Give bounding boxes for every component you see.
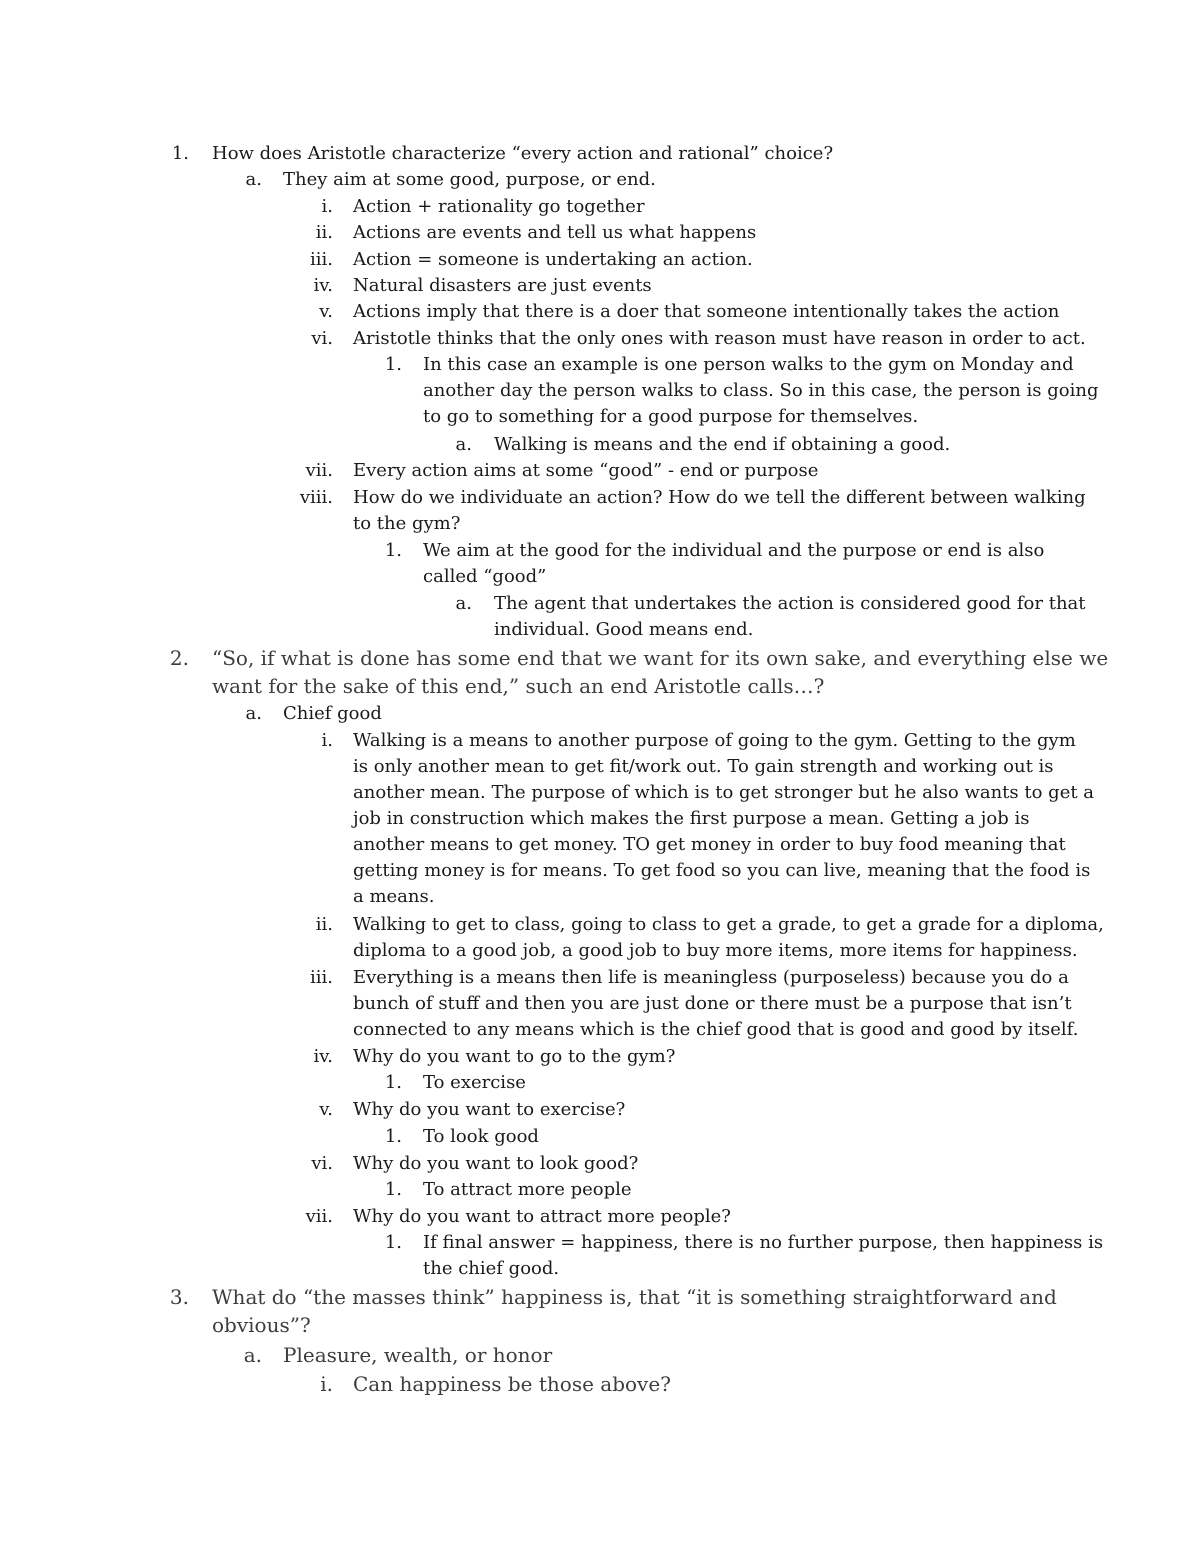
text-line: Action = someone is undertaking an action. xyxy=(353,249,753,270)
text-line: Walking is means and the end if obtaining a good. xyxy=(494,434,951,455)
list-marker: vi. xyxy=(311,1153,333,1174)
list-marker: a. xyxy=(455,593,472,614)
list-marker: viii. xyxy=(299,487,333,508)
list-marker: iii. xyxy=(310,249,333,270)
outline-item-text xyxy=(353,299,1059,325)
list-marker: 1. xyxy=(171,143,189,164)
outline-item-text xyxy=(353,458,818,484)
text-line: Why do you want to go to the gym? xyxy=(353,1046,676,1067)
outline-item-text xyxy=(423,538,1044,590)
text-line: Pleasure, wealth, or honor xyxy=(283,1343,553,1367)
text-line: Action + rationality go together xyxy=(353,196,645,217)
text-line: getting money is for means. To get food so you can live, meaning that the food is xyxy=(353,860,1091,881)
list-marker: 1. xyxy=(384,1232,402,1253)
text-line: To look good xyxy=(423,1126,539,1147)
outline-item-text xyxy=(423,1124,539,1150)
list-marker: v. xyxy=(319,1099,333,1120)
list-marker: 1. xyxy=(384,1179,402,1200)
text-line: is only another mean to get fit/work out. To gain strength and working out is xyxy=(353,756,1054,777)
outline-item-text xyxy=(212,141,833,167)
text-line: What do “the masses think” happiness is, that “it is something straightforward and xyxy=(212,1285,1057,1309)
outline-item-text xyxy=(353,965,1078,1043)
text-line: If final answer = happiness, there is no further purpose, then happiness is xyxy=(423,1232,1104,1253)
text-line: Everything is a means then life is meaningless (purposeless) because you do a xyxy=(353,967,1069,988)
list-marker: vii. xyxy=(305,1206,333,1227)
outline-item-text xyxy=(423,352,1098,430)
text-line: individual. Good means end. xyxy=(494,619,754,640)
list-marker: iv. xyxy=(313,275,333,296)
list-marker: 1. xyxy=(384,354,402,375)
text-line: job in construction which makes the first purpose a mean. Getting a job is xyxy=(353,808,1030,829)
text-line: Actions imply that there is a doer that someone intentionally takes the action xyxy=(353,301,1060,322)
list-marker: 1. xyxy=(384,1072,402,1093)
text-line: How do we individuate an action? How do we tell the different between walking xyxy=(353,487,1086,508)
outline-item-text xyxy=(353,1044,675,1070)
text-line: another means to get money. TO get money in order to buy food meaning that xyxy=(353,834,1066,855)
list-marker: 1. xyxy=(384,540,402,561)
text-line: want for the sake of this end,” such an end Aristotle calls…? xyxy=(212,674,825,698)
text-line: Why do you want to attract more people? xyxy=(353,1206,731,1227)
text-line: obvious”? xyxy=(212,1313,311,1337)
text-line: Walking to get to class, going to class to get a grade, to get a grade for a diploma, xyxy=(353,914,1104,935)
text-line: Actions are events and tell us what happens xyxy=(353,222,757,243)
outline-item-text xyxy=(353,194,645,220)
outline-item-text xyxy=(353,912,1104,964)
text-line: To exercise xyxy=(423,1072,526,1093)
text-line: diploma to a good job, a good job to buy more items, more items for happiness. xyxy=(353,940,1078,961)
list-marker: 3. xyxy=(169,1285,189,1309)
list-marker: ii. xyxy=(315,914,333,935)
outline-item-text xyxy=(353,273,652,299)
list-marker: a. xyxy=(243,1343,262,1367)
outline-item-text xyxy=(423,1177,632,1203)
outline-item-text xyxy=(212,644,1108,700)
text-line: Natural disasters are just events xyxy=(353,275,652,296)
text-line: “So, if what is done has some end that we want for its own sake, and everything else we xyxy=(212,646,1109,670)
outline-item-text xyxy=(353,485,1086,537)
list-marker: v. xyxy=(319,301,333,322)
text-line: Why do you want to exercise? xyxy=(353,1099,626,1120)
list-marker: iii. xyxy=(310,967,333,988)
text-line: The agent that undertakes the action is considered good for that xyxy=(494,593,1086,614)
outline-item-text xyxy=(283,167,656,193)
list-marker: 1. xyxy=(384,1126,402,1147)
outline-item-text xyxy=(494,432,950,458)
list-marker: 2. xyxy=(169,646,189,670)
text-line: Chief good xyxy=(283,703,382,724)
text-line: To attract more people xyxy=(423,1179,632,1200)
text-line: We aim at the good for the individual and the purpose or end is also xyxy=(423,540,1045,561)
text-line: another day the person walks to class. So in this case, the person is going xyxy=(423,380,1099,401)
text-line: Why do you want to look good? xyxy=(353,1153,639,1174)
list-marker: a. xyxy=(455,434,472,455)
text-line: They aim at some good, purpose, or end. xyxy=(283,169,656,190)
text-line: Aristotle thinks that the only ones with reason must have reason in order to act. xyxy=(353,328,1086,349)
text-line: called “good” xyxy=(423,566,547,587)
outline-item-text xyxy=(283,701,382,727)
text-line: a means. xyxy=(353,886,435,907)
text-line: to go to something for a good purpose for themselves. xyxy=(423,406,919,427)
list-marker: i. xyxy=(321,196,333,217)
outline-item-text xyxy=(353,1097,625,1123)
outline-item-text xyxy=(353,326,1086,352)
list-marker: vii. xyxy=(305,460,333,481)
outline-item-text xyxy=(283,1341,552,1369)
text-line: Walking is a means to another purpose of going to the gym. Getting to the gym xyxy=(353,730,1076,751)
outline-item-text xyxy=(353,728,1094,910)
outline-item-text xyxy=(423,1230,1103,1282)
list-marker: iv. xyxy=(313,1046,333,1067)
list-marker: a. xyxy=(245,169,262,190)
outline-item-text xyxy=(353,247,753,273)
outline-item-text xyxy=(353,1370,671,1398)
text-line: Every action aims at some “good” - end or purpose xyxy=(353,460,819,481)
list-marker: i. xyxy=(321,730,333,751)
outline-item-text xyxy=(353,1204,731,1230)
text-line: In this case an example is one person walks to the gym on Monday and xyxy=(423,354,1074,375)
text-line: another mean. The purpose of which is to get stronger but he also wants to get a xyxy=(353,782,1095,803)
outline-item-text xyxy=(353,220,756,246)
text-line: Can happiness be those above? xyxy=(353,1372,671,1396)
outline-item-text xyxy=(494,591,1086,643)
text-line: connected to any means which is the chief good that is good and good by itself. xyxy=(353,1019,1079,1040)
list-marker: i. xyxy=(320,1372,333,1396)
text-line: How does Aristotle characterize “every action and rational” choice? xyxy=(212,143,834,164)
list-marker: vi. xyxy=(311,328,333,349)
outline-item-text xyxy=(212,1283,1057,1339)
text-line: to the gym? xyxy=(353,513,461,534)
outline-item-text xyxy=(353,1151,638,1177)
list-marker: ii. xyxy=(315,222,333,243)
list-marker: a. xyxy=(245,703,262,724)
text-line: bunch of stuff and then you are just done or there must be a purpose that isn’t xyxy=(353,993,1072,1014)
outline-item-text xyxy=(423,1070,526,1096)
text-line: the chief good. xyxy=(423,1258,560,1279)
